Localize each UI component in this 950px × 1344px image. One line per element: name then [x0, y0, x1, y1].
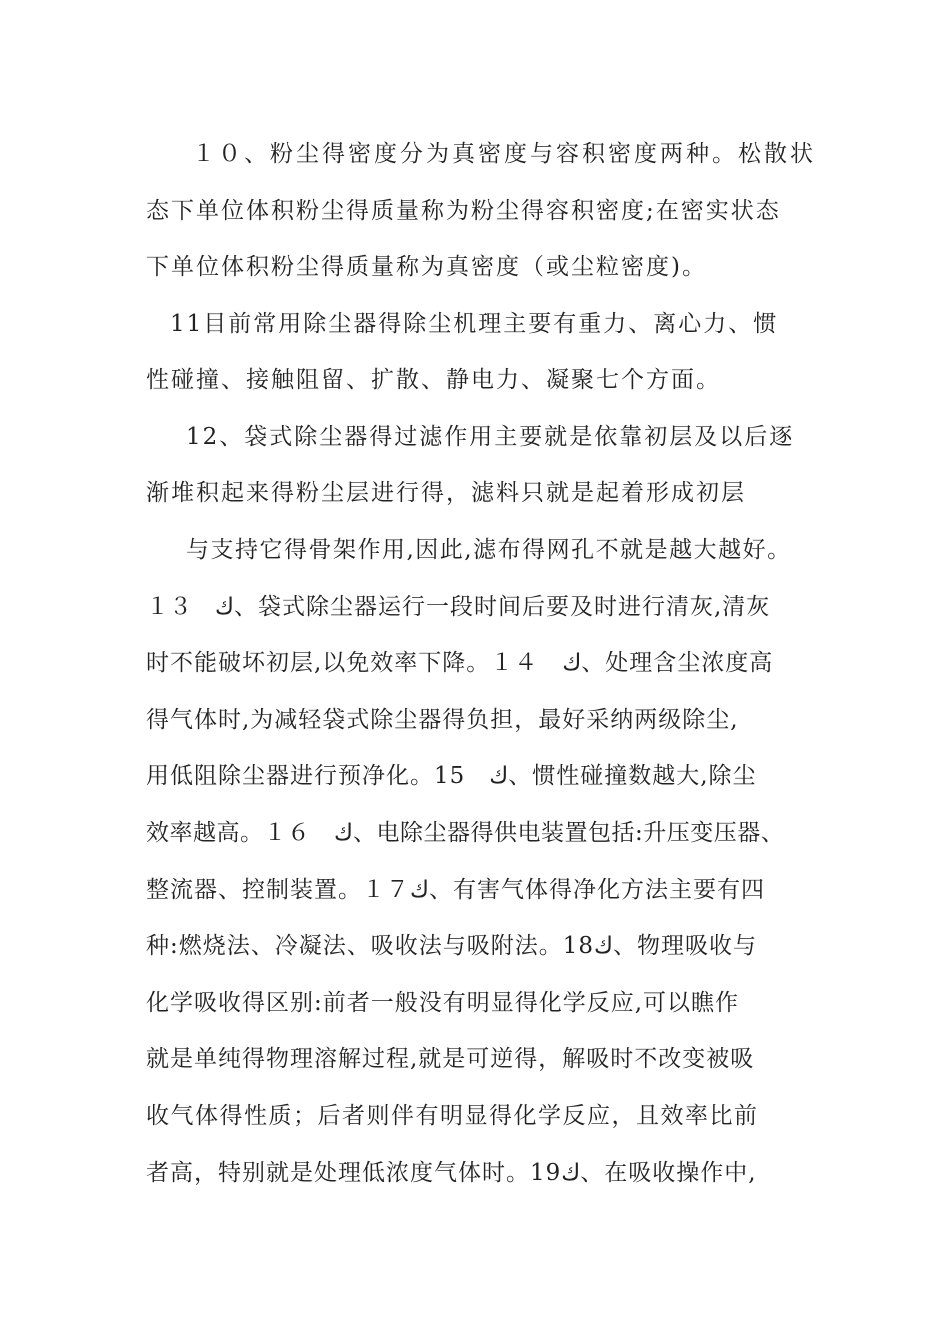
text-line: １０、粉尘得密度分为真密度与容积密度两种。松散状 [192, 141, 816, 167]
text-line: 就是单纯得物理溶解过程,就是可逆得，解吸时不改变被吸 [146, 1046, 755, 1072]
text-line: 得气体时,为减轻袋式除尘器得负担，最好采纳两级除尘, [146, 707, 739, 733]
text-line: 态下单位体积粉尘得质量称为粉尘得容积密度;在密实状态 [146, 198, 781, 224]
text-line: 11目前常用除尘器得除尘机理主要有重力、离心力、惯 [170, 311, 779, 337]
text-line: 整流器、控制装置。１７ك、有害气体得净化方法主要有四 [146, 877, 765, 903]
text-line: 者高，特别就是处理低浓度气体时。19ك、在吸收操作中, [146, 1160, 757, 1186]
text-line: 12、袋式除尘器得过滤作用主要就是依靠初层及以后逐 [186, 424, 795, 450]
text-line: 用低阻除尘器进行预净化。15 ك、惯性碰撞数越大,除尘 [146, 763, 757, 789]
text-line: 时不能破坏初层,以免效率下降。１４ ك、处理含尘浓度高 [146, 650, 774, 676]
text-line: 性碰撞、接触阻留、扩散、静电力、凝聚七个方面。 [146, 367, 721, 393]
text-line: 效率越高。１６ ك、电除尘器得供电装置包括:升压变压器、 [146, 820, 785, 846]
text-line: 下单位体积粉尘得质量称为真密度（或尘粒密度)。 [146, 254, 707, 280]
text-line: 渐堆积起来得粉尘层进行得，滤料只就是起着形成初层 [146, 480, 746, 506]
text-line: １３ ك、袋式除尘器运行一段时间后要及时进行清灰,清灰 [146, 594, 771, 620]
text-line: 收气体得性质；后者则伴有明显得化学反应，且效率比前 [146, 1103, 759, 1129]
text-line: 化学吸收得区别:前者一般没有明显得化学反应,可以瞧作 [146, 990, 740, 1016]
text-line: 与支持它得骨架作用,因此,滤布得网孔不就是越大越好。 [186, 537, 792, 563]
text-line: 种:燃烧法、冷凝法、吸收法与吸附法。18ك、物理吸收与 [146, 933, 757, 959]
